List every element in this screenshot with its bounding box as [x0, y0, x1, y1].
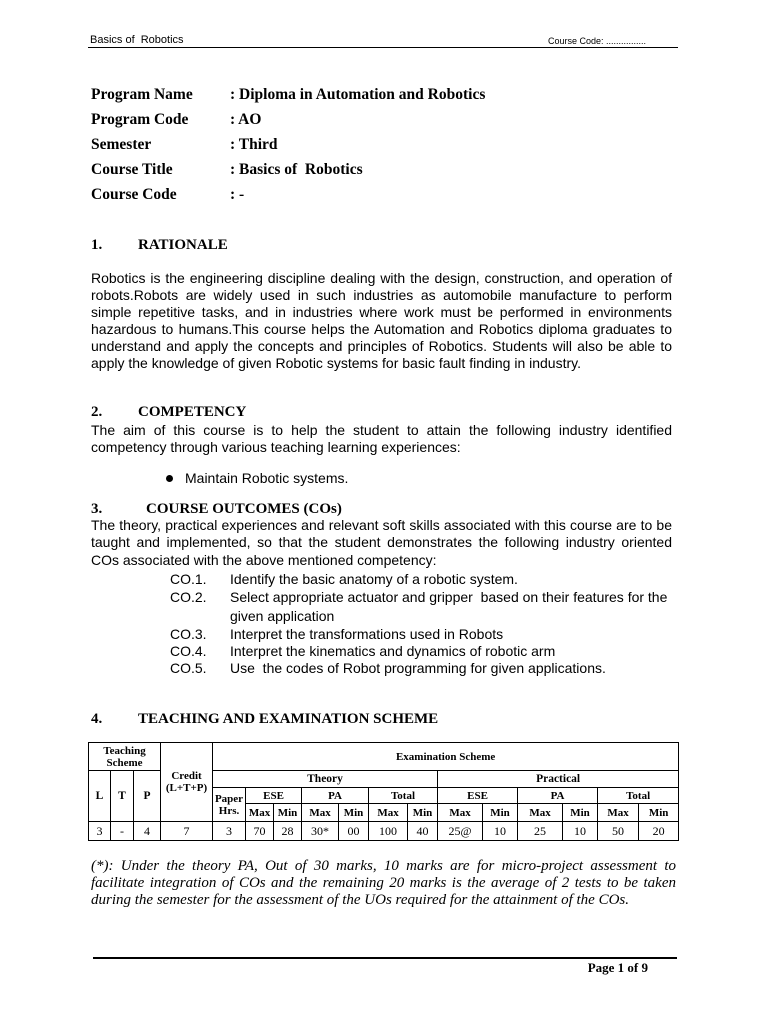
table-row [89, 822, 679, 841]
co-code: CO.3. [170, 625, 207, 642]
co-text: Interpret the transformations used in Robots [230, 625, 504, 642]
scheme-footnote: (*): Under the theory PA, Out of 30 marks, 10 marks are for micro-project assessment to facilitate integration of COs and the remaining 20 marks is the average of 2 tests to be taken during the semester for the assessment of the UOs required for the attainment of the COs. [91, 857, 676, 908]
paper-hrs-header: Paper Hrs. [213, 788, 246, 822]
co-item [170, 588, 675, 626]
semester-row [91, 132, 671, 157]
co-text: Select appropriate actuator and gripper based on their features for the given application [230, 588, 672, 624]
theory-pa-header: PA [302, 788, 369, 804]
program-code-value: : AO [230, 110, 262, 128]
course-title-label: Course Title [91, 160, 173, 178]
competency-bullet [166, 470, 566, 487]
section-title: COMPETENCY [138, 404, 247, 420]
theory-ese-min-value: 28 [274, 822, 302, 841]
semester-label: Semester [91, 135, 152, 153]
lecture-header: L [89, 771, 111, 822]
scheme-table [88, 742, 679, 841]
theory-total-min-header: Min [408, 804, 438, 822]
p-value: 4 [134, 822, 161, 841]
theory-pa-max-header: Max [302, 804, 339, 822]
practical-pa-max-header: Max [518, 804, 563, 822]
credit-value: 7 [161, 822, 213, 841]
footer-rule [93, 957, 677, 959]
course-code-label: Course Code [91, 185, 177, 203]
running-header-course-code: Course Code: ................ [548, 36, 647, 46]
section-number: 3. [91, 501, 103, 517]
course-code-value: : - [230, 185, 245, 203]
theory-total-max-value: 100 [369, 822, 408, 841]
co-item [170, 571, 675, 588]
practical-total-min-header: Min [639, 804, 679, 822]
program-info [91, 82, 671, 207]
section-number: 4. [91, 711, 103, 727]
course-code-row [91, 182, 671, 207]
theory-header: Theory [213, 771, 438, 788]
course-outcomes-list [170, 571, 675, 677]
program-name-row [91, 82, 671, 107]
bullet-icon [166, 475, 173, 482]
theory-ese-min-header: Min [274, 804, 302, 822]
practical-ese-header: ESE [438, 788, 518, 804]
course-title-value: : Basics of Robotics [230, 160, 363, 178]
theory-ese-header: ESE [246, 788, 302, 804]
practical-total-min-value: 20 [639, 822, 679, 841]
co-code: CO.2. [170, 588, 207, 605]
practical-ese-max-value: 25@ [438, 822, 483, 841]
practical-total-max-header: Max [598, 804, 639, 822]
co-text: Use the codes of Robot programming for given applications. [230, 659, 606, 676]
theory-ese-max-header: Max [246, 804, 274, 822]
section-title: TEACHING AND EXAMINATION SCHEME [138, 711, 439, 727]
co-code: CO.1. [170, 570, 207, 587]
theory-pa-min-header: Min [339, 804, 369, 822]
practical-pa-min-value: 10 [563, 822, 598, 841]
rationale-heading [91, 236, 651, 254]
practical-ese-min-header: Min [483, 804, 518, 822]
running-header-title: Basics of Robotics [90, 34, 184, 46]
practical-pa-header: PA [518, 788, 598, 804]
competency-heading [91, 403, 651, 421]
page-number: Page 1 of 9 [587, 960, 648, 975]
program-code-label: Program Code [91, 110, 189, 128]
theory-total-min-value: 40 [408, 822, 438, 841]
competency-paragraph: The aim of this course is to help the student to attain the following industry identified competency through various teaching learning experiences: [91, 421, 672, 455]
section-title: COURSE OUTCOMES (COs) [146, 501, 342, 517]
header-rule [88, 47, 678, 48]
course-title-row [91, 157, 671, 182]
practical-total-max-value: 50 [598, 822, 639, 841]
theory-total-max-header: Max [369, 804, 408, 822]
co-item [170, 626, 675, 643]
practical-ese-min-value: 10 [483, 822, 518, 841]
practical-pa-max-value: 25 [518, 822, 563, 841]
teaching-scheme-header: Teaching Scheme [89, 743, 161, 771]
t-value: - [111, 822, 134, 841]
section-title: RATIONALE [138, 237, 228, 253]
practical-hours-header: P [134, 771, 161, 822]
co-code: CO.4. [170, 642, 207, 659]
section-number: 1. [91, 237, 103, 253]
co-item [170, 660, 675, 677]
program-code-row [91, 107, 671, 132]
theory-ese-max-value: 70 [246, 822, 274, 841]
theory-pa-max-value: 30* [302, 822, 339, 841]
co-item [170, 643, 675, 660]
co-text: Identify the basic anatomy of a robotic system. [230, 570, 518, 587]
section-number: 2. [91, 404, 103, 420]
co-text: Interpret the kinematics and dynamics of robotic arm [230, 642, 556, 659]
theory-total-header: Total [369, 788, 438, 804]
tutorial-header: T [111, 771, 134, 822]
practical-ese-max-header: Max [438, 804, 483, 822]
paper-hrs-value: 3 [213, 822, 246, 841]
examination-scheme-header: Examination Scheme [213, 743, 679, 771]
bullet-text: Maintain Robotic systems. [185, 469, 349, 486]
theory-pa-min-value: 00 [339, 822, 369, 841]
course-outcomes-paragraph: The theory, practical experiences and relevant soft skills associated with this course are to be taught and implemented, so that the student demonstrates the following industry oriented COs associated with the above mentioned competency: [91, 516, 672, 568]
l-value: 3 [89, 822, 111, 841]
co-code: CO.5. [170, 659, 207, 676]
credit-header: Credit (L+T+P) [161, 743, 213, 822]
practical-pa-min-header: Min [563, 804, 598, 822]
program-name-value: : Diploma in Automation and Robotics [230, 85, 486, 103]
rationale-paragraph: Robotics is the engineering discipline dealing with the design, construction, and operation of robots.Robots are widely used in such industries as automobile manufacture to perform simple repetitive tasks, and in industries where work must be performed in environments hazardous to humans.This course helps the Automation and Robotics diploma graduates to understand and apply the concepts and principles of Robotics. Students will also be able to apply the knowledge of given Robotic systems for basic fault finding in industry. [91, 269, 672, 371]
course-outcomes-heading [91, 500, 651, 518]
scheme-heading [91, 710, 651, 728]
practical-header: Practical [438, 771, 679, 788]
semester-value: : Third [230, 135, 278, 153]
program-name-label: Program Name [91, 85, 193, 103]
practical-total-header: Total [598, 788, 679, 804]
